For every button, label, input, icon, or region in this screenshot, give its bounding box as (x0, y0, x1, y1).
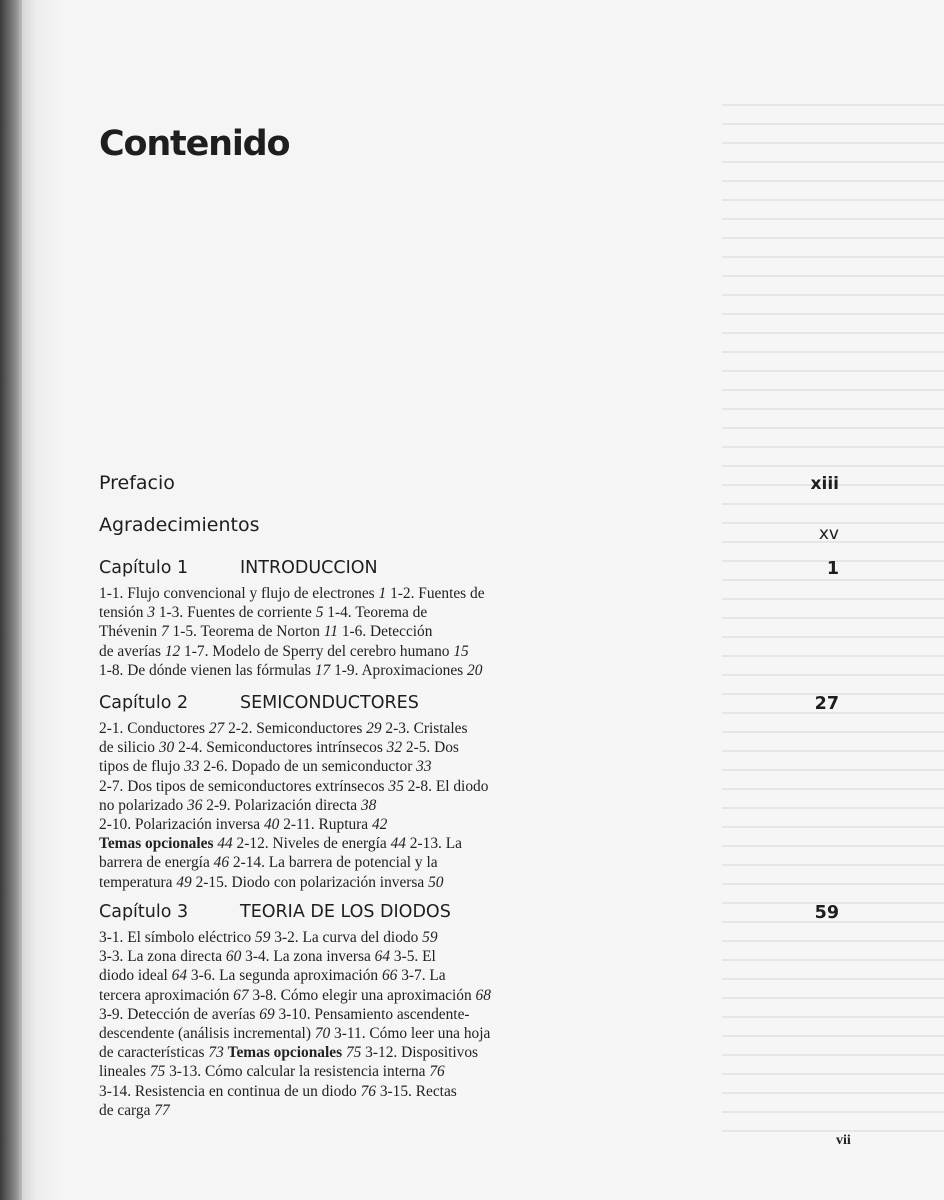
toc-section-line[interactable] (99, 834, 839, 853)
section-page-number: 59 (255, 929, 271, 946)
chapter-page: 59 (814, 903, 839, 923)
section-text: 3-4. La zona inversa (241, 948, 375, 966)
toc-section-line[interactable] (99, 1005, 839, 1024)
section-page-number: 35 (388, 777, 404, 795)
section-text: 1-5. Teorema de Norton (168, 623, 324, 641)
section-page-number: 42 (371, 815, 388, 833)
section-text: 2-8. El diodo (403, 777, 489, 795)
section-text: 1-6. Detección (338, 623, 433, 641)
section-text: 2-14. La barrera de potencial y la (229, 854, 438, 872)
optional-topics-label: Temas opcionales (99, 835, 214, 853)
section-page-number: 38 (360, 796, 377, 814)
section-text: 3-14. Resistencia en continua de un diodo (99, 1082, 361, 1100)
section-text: de averías (99, 642, 165, 660)
section-text: 3-10. Pensamiento ascendente- (274, 1005, 470, 1023)
chapter-name: SEMICONDUCTORES (240, 693, 419, 713)
toc-section-line[interactable] (99, 928, 839, 947)
toc-entry-page: xiii (810, 474, 839, 494)
section-page-number: 46 (213, 854, 230, 872)
section-page-number: 30 (158, 739, 175, 757)
section-text: 1-4. Teorema de (323, 604, 428, 622)
toc-section-line[interactable] (99, 584, 839, 603)
section-page-number: 36 (187, 796, 203, 814)
toc-section-line[interactable] (99, 1101, 839, 1120)
toc-section-line[interactable] (99, 1043, 839, 1062)
toc-section-line[interactable] (99, 1082, 839, 1101)
optional-topics-label: Temas opcionales (227, 1044, 343, 1062)
section-page-number: 70 (314, 1024, 331, 1042)
section-text: 2-2. Semiconductores (224, 720, 367, 737)
chapter-label: Capítulo 1 (99, 558, 189, 578)
toc-section-line[interactable] (99, 622, 839, 641)
section-text: de carga (99, 1101, 155, 1119)
section-page-number: 50 (428, 873, 444, 891)
section-page-number: 32 (386, 739, 403, 757)
chapter-heading[interactable] (99, 693, 839, 719)
toc-section-line[interactable] (99, 853, 839, 872)
section-page-number: 64 (374, 948, 391, 966)
section-text: 2-15. Diodo con polarización inversa (191, 873, 429, 891)
section-page-number: 75 (345, 1044, 362, 1062)
section-text: 3-11. Cómo leer una hoja (330, 1024, 491, 1042)
section-page-number: 69 (259, 1005, 275, 1023)
chapter-name: TEORIA DE LOS DIODOS (240, 902, 451, 922)
section-text: 2-13. La (405, 835, 462, 853)
toc-entry-prefacio[interactable] (99, 472, 839, 494)
section-page-number: 73 (208, 1044, 224, 1062)
toc-section-line[interactable] (99, 966, 839, 985)
toc-section-line[interactable] (99, 777, 839, 796)
section-text: 3-15. Rectas (375, 1082, 457, 1100)
section-text: 3-8. Cómo elegir una aproximación (248, 986, 476, 1004)
section-page-number: 67 (233, 986, 249, 1004)
toc-section-line[interactable] (99, 719, 839, 738)
toc-section-line[interactable] (99, 986, 839, 1005)
section-page-number: 77 (154, 1101, 170, 1119)
section-text: 2-5. Dos (402, 739, 459, 757)
chapter-3 (99, 902, 839, 1120)
section-text: temperatura (99, 873, 177, 891)
section-text: 3-2. La curva del diodo (270, 929, 423, 946)
section-text: tercera aproximación (99, 986, 234, 1004)
chapter-page: 1 (826, 559, 839, 579)
section-page-number: 64 (171, 967, 188, 985)
chapter-sections (99, 584, 839, 680)
toc-entry-agradecimientos[interactable] (99, 514, 839, 544)
section-text: 2-3. Cristales (381, 720, 468, 737)
section-text: 3-13. Cómo calcular la resistencia interna (165, 1063, 430, 1081)
section-text: 2-1. Conductores (99, 720, 209, 737)
page-number: vii (836, 1133, 851, 1148)
section-text: 1-8. De dónde vienen las fórmulas (99, 661, 315, 679)
chapter-sections (99, 928, 839, 1120)
section-text: de características (99, 1044, 209, 1062)
chapter-label: Capítulo 2 (99, 693, 189, 713)
section-text: de silicio (99, 739, 159, 757)
toc-entry-page: xv (818, 524, 839, 544)
section-text: 2-7. Dos tipos de semiconductores extrínsecos (99, 777, 389, 795)
section-page-number: 44 (217, 835, 233, 853)
chapter-name: INTRODUCCION (240, 558, 378, 578)
section-page-number: 76 (360, 1082, 376, 1100)
section-text: Thévenin (99, 623, 161, 641)
page-title: Contenido (99, 124, 290, 164)
toc-section-line[interactable] (99, 947, 839, 966)
section-text: 3-6. La segunda aproximación (187, 967, 382, 985)
section-text: 2-11. Ruptura (279, 815, 372, 833)
section-text: tensión (99, 604, 148, 622)
chapter-sections (99, 719, 839, 892)
section-text: 3-9. Detección de averías (99, 1005, 260, 1023)
section-text: 2-10. Polarización inversa (99, 815, 264, 833)
section-page-number: 27 (208, 720, 225, 737)
section-text: 3-3. La zona directa (99, 948, 226, 966)
section-text: 3-1. El símbolo eléctrico (99, 929, 256, 946)
section-page-number: 75 (149, 1063, 166, 1081)
section-text: 1-1. Flujo convencional y flujo de electrones (99, 585, 379, 602)
section-text: 1-9. Aproximaciones (330, 661, 468, 679)
chapter-label: Capítulo 3 (99, 902, 189, 922)
section-text: tipos de flujo (99, 758, 185, 776)
section-page-number: 40 (263, 815, 280, 833)
section-page-number: 33 (184, 758, 200, 776)
toc-section-line[interactable] (99, 661, 839, 680)
section-text: 3-12. Dispositivos (361, 1044, 479, 1062)
section-text: 2-6. Dopado de un semiconductor (199, 758, 417, 776)
section-text: 2-12. Niveles de energía (232, 835, 391, 853)
section-text: 1-7. Modelo de Sperry del cerebro humano (180, 642, 454, 660)
section-page-number: 29 (366, 720, 382, 737)
section-text: lineales (99, 1063, 150, 1081)
toc-section-line[interactable] (99, 873, 839, 892)
section-page-number: 44 (390, 835, 406, 853)
section-text: 3-5. El (390, 948, 436, 966)
section-text: diodo ideal (99, 967, 172, 985)
section-text: no polarizado (99, 796, 188, 814)
toc-section-line[interactable] (99, 1062, 839, 1081)
chapter-heading[interactable] (99, 558, 839, 584)
section-page-number: 33 (416, 758, 432, 776)
section-page-number: 7 (160, 623, 169, 641)
chapter-1 (99, 558, 839, 680)
chapter-heading[interactable] (99, 902, 839, 928)
chapter-page: 27 (814, 694, 839, 714)
section-text: descendente (análisis incremental) (99, 1024, 315, 1042)
book-spine-shadow (0, 0, 22, 1200)
section-page-number: 12 (164, 642, 181, 660)
toc-entry-label: Agradecimientos (99, 514, 260, 536)
section-text: 1-3. Fuentes de corriente (155, 604, 316, 622)
section-page-number: 15 (453, 642, 469, 660)
section-text: 3-7. La (397, 967, 446, 985)
section-text: 1-2. Fuentes de (386, 585, 485, 602)
toc-section-line[interactable] (99, 1024, 839, 1043)
section-page-number: 68 (475, 986, 491, 1004)
toc-entry-label: Prefacio (99, 472, 175, 494)
toc-section-line[interactable] (99, 757, 839, 776)
section-page-number: 66 (381, 967, 398, 985)
section-page-number: 60 (225, 948, 242, 966)
section-page-number: 20 (467, 661, 483, 679)
section-page-number: 59 (422, 929, 438, 946)
toc-section-line[interactable] (99, 815, 839, 834)
section-page-number: 1 (378, 585, 387, 602)
section-page-number: 49 (176, 873, 192, 891)
toc-section-line[interactable] (99, 603, 839, 622)
section-text: barrera de energía (99, 854, 214, 872)
section-text: 2-4. Semiconductores intrínsecos (174, 739, 387, 757)
section-page-number: 17 (314, 661, 331, 679)
toc-section-line[interactable] (99, 738, 839, 757)
book-page (22, 0, 944, 1200)
toc-section-line[interactable] (99, 796, 839, 815)
section-page-number: 5 (315, 604, 324, 622)
toc-section-line[interactable] (99, 642, 839, 661)
section-page-number: 3 (147, 604, 156, 622)
section-text: 2-9. Polarización directa (202, 796, 361, 814)
section-page-number: 76 (429, 1063, 445, 1081)
chapter-2 (99, 693, 839, 892)
section-page-number: 11 (323, 623, 338, 641)
